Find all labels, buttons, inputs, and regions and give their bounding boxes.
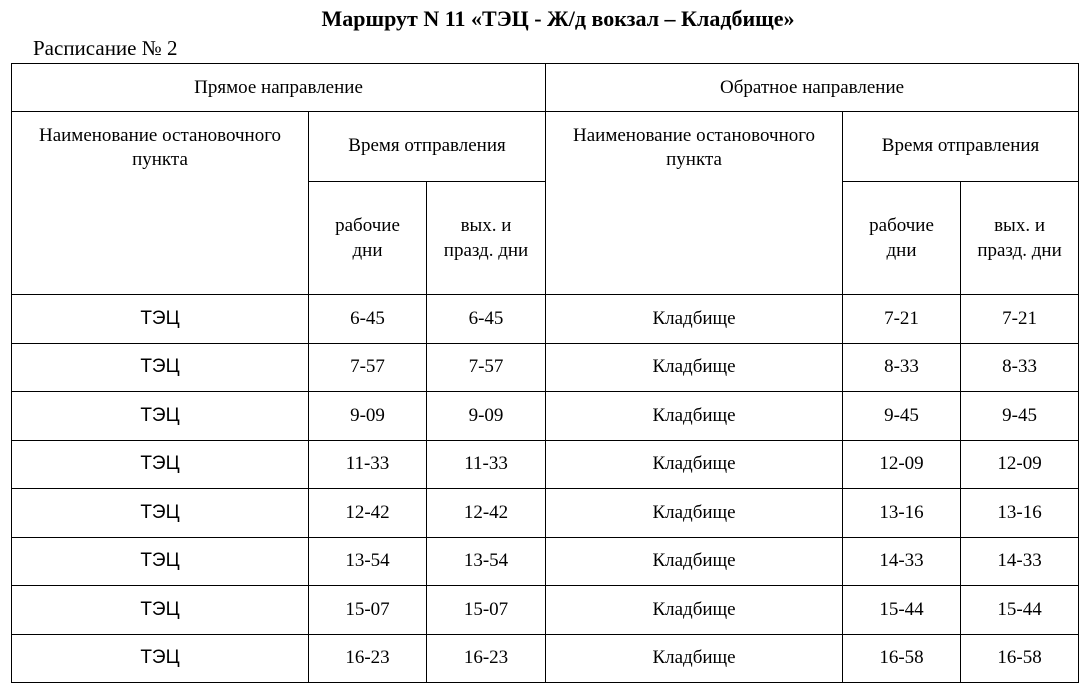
forward-stop-cell: ТЭЦ	[12, 295, 309, 344]
workdays-line-1: рабочие	[869, 214, 934, 236]
backward-workday-time-cell: 14-33	[843, 537, 961, 586]
forward-stop-cell: ТЭЦ	[12, 634, 309, 683]
workdays-line-2: дни	[352, 239, 383, 261]
backward-stop-cell: Кладбище	[546, 489, 843, 538]
forward-stop-name-header: Наименование остановочного пункта	[12, 112, 309, 295]
backward-stop-cell: Кладбище	[546, 392, 843, 441]
weekends-line-1: вых. и	[994, 214, 1045, 236]
backward-workday-time-cell: 12-09	[843, 440, 961, 489]
backward-weekend-time-cell: 12-09	[961, 440, 1079, 489]
backward-workday-time-cell: 7-21	[843, 295, 961, 344]
table-row	[12, 586, 1079, 635]
backward-workday-time-cell: 15-44	[843, 586, 961, 635]
weekends-line-2: празд. дни	[443, 239, 529, 261]
forward-workdays-header	[309, 181, 427, 294]
backward-weekend-time-cell: 15-44	[961, 586, 1079, 635]
backward-workday-time-cell: 8-33	[843, 343, 961, 392]
backward-stop-name-header: Наименование остановочного пункта	[546, 112, 843, 295]
forward-stop-cell: ТЭЦ	[12, 440, 309, 489]
table-row	[12, 392, 1079, 441]
backward-workdays-header	[843, 181, 961, 294]
forward-weekend-time-cell: 15-07	[427, 586, 546, 635]
backward-stop-cell: Кладбище	[546, 586, 843, 635]
forward-workday-time-cell: 15-07	[309, 586, 427, 635]
forward-stop-cell: ТЭЦ	[12, 586, 309, 635]
table-row	[12, 537, 1079, 586]
forward-weekend-time-cell: 7-57	[427, 343, 546, 392]
weekends-line-2: празд. дни	[977, 239, 1062, 261]
backward-stop-cell: Кладбище	[546, 295, 843, 344]
table-row	[12, 295, 1079, 344]
backward-workday-time-cell: 16-58	[843, 634, 961, 683]
forward-departure-time-header: Время отправления	[309, 112, 546, 182]
forward-workday-time-cell: 16-23	[309, 634, 427, 683]
backward-stop-cell: Кладбище	[546, 537, 843, 586]
forward-weekend-time-cell: 11-33	[427, 440, 546, 489]
forward-stop-cell: ТЭЦ	[12, 392, 309, 441]
forward-stop-cell: ТЭЦ	[12, 537, 309, 586]
forward-weekend-time-cell: 6-45	[427, 295, 546, 344]
backward-weekend-time-cell: 16-58	[961, 634, 1079, 683]
direction-header-row	[12, 64, 1079, 112]
column-header-row	[12, 112, 1079, 182]
forward-weekends-header	[427, 181, 546, 294]
workdays-line-1: рабочие	[335, 214, 400, 236]
backward-workday-time-cell: 9-45	[843, 392, 961, 441]
forward-stop-cell: ТЭЦ	[12, 489, 309, 538]
backward-weekends-header	[961, 181, 1079, 294]
backward-weekend-time-cell: 9-45	[961, 392, 1079, 441]
table-row	[12, 343, 1079, 392]
forward-workday-time-cell: 9-09	[309, 392, 427, 441]
backward-stop-cell: Кладбище	[546, 634, 843, 683]
forward-workday-time-cell: 13-54	[309, 537, 427, 586]
backward-workday-time-cell: 13-16	[843, 489, 961, 538]
workdays-line-2: дни	[886, 239, 917, 261]
backward-stop-cell: Кладбище	[546, 440, 843, 489]
forward-workday-time-cell: 7-57	[309, 343, 427, 392]
forward-workday-time-cell: 11-33	[309, 440, 427, 489]
table-row	[12, 489, 1079, 538]
schedule-number: Расписание № 2	[33, 36, 178, 60]
backward-direction-header: Обратное направление	[546, 64, 1079, 112]
backward-stop-cell: Кладбище	[546, 343, 843, 392]
forward-direction-header: Прямое направление	[12, 64, 546, 112]
forward-workday-time-cell: 6-45	[309, 295, 427, 344]
backward-weekend-time-cell: 13-16	[961, 489, 1079, 538]
forward-stop-cell: ТЭЦ	[12, 343, 309, 392]
table-row	[12, 634, 1079, 683]
forward-weekend-time-cell: 9-09	[427, 392, 546, 441]
table-row	[12, 440, 1079, 489]
backward-weekend-time-cell: 7-21	[961, 295, 1079, 344]
forward-weekend-time-cell: 13-54	[427, 537, 546, 586]
backward-weekend-time-cell: 8-33	[961, 343, 1079, 392]
weekends-line-1: вых. и	[460, 214, 512, 236]
backward-weekend-time-cell: 14-33	[961, 537, 1079, 586]
forward-workday-time-cell: 12-42	[309, 489, 427, 538]
forward-weekend-time-cell: 16-23	[427, 634, 546, 683]
document-title: Маршрут N 11 «ТЭЦ - Ж/д вокзал – Кладбище»	[321, 6, 795, 31]
backward-departure-time-header: Время отправления	[843, 112, 1079, 182]
schedule-table	[11, 63, 1079, 683]
forward-weekend-time-cell: 12-42	[427, 489, 546, 538]
